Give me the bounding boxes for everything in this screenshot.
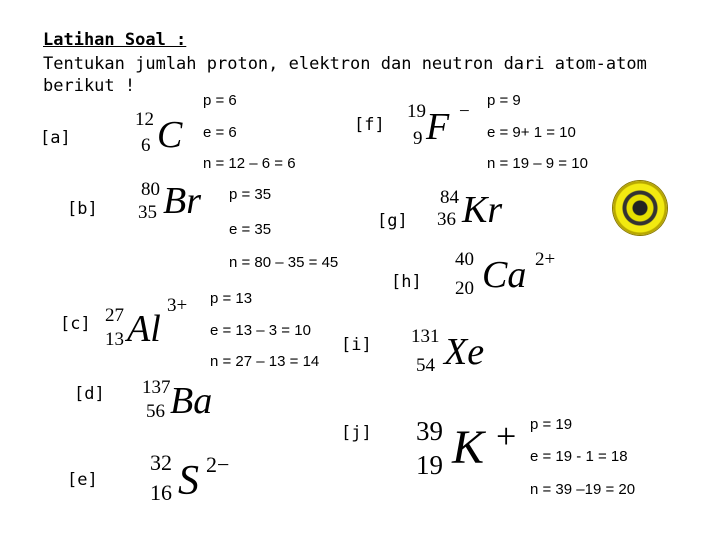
label-f: [f] (354, 115, 385, 135)
instruction-line-1: Tentukan jumlah proton, elektron dan neutron dari atom-atom (43, 54, 647, 74)
ion-charge: − (459, 101, 470, 122)
label-i: [i] (341, 335, 372, 355)
element-symbol: Kr (462, 189, 503, 231)
element-symbol: Br (163, 180, 201, 222)
label-d: [d] (74, 384, 105, 404)
element-symbol: Al (127, 308, 161, 350)
element-symbol: F (426, 106, 450, 148)
mass-number: 27 (105, 305, 124, 326)
element-symbol: Ca (482, 254, 527, 296)
ion-charge: 2− (206, 452, 230, 477)
ion-charge: 3+ (167, 295, 188, 316)
mass-number: 80 (141, 179, 160, 200)
instruction-line-2: berikut ! (43, 76, 136, 96)
element-symbol: S (178, 458, 199, 504)
answer-f-neutrons: n = 19 – 9 = 10 (487, 155, 588, 172)
answer-f-protons: p = 9 (487, 92, 521, 109)
mass-number: 32 (150, 450, 172, 475)
atomic-number: 56 (146, 401, 165, 422)
atomic-number: 6 (141, 135, 151, 156)
atomic-number: 9 (413, 128, 423, 149)
element-symbol: C (157, 114, 183, 156)
mass-number: 131 (411, 326, 440, 347)
mass-number: 40 (455, 249, 474, 270)
atomic-number: 13 (105, 329, 124, 350)
mass-number: 12 (135, 109, 154, 130)
answer-c-electrons: e = 13 – 3 = 10 (210, 322, 311, 339)
ion-charge: + (496, 416, 517, 456)
label-b: [b] (67, 199, 98, 219)
atomic-number: 36 (437, 209, 456, 230)
answer-a-protons: p = 6 (203, 92, 237, 109)
mass-number: 137 (142, 377, 171, 398)
answer-j-electrons: e = 19 - 1 = 18 (530, 448, 628, 465)
element-symbol: Xe (444, 331, 485, 373)
atomic-number: 16 (150, 480, 172, 505)
element-symbol: Ba (170, 380, 213, 422)
cd-disc-icon[interactable] (613, 181, 667, 235)
label-a: [a] (40, 128, 71, 148)
atomic-number: 19 (416, 450, 443, 480)
exercise-title: Latihan Soal : (43, 30, 187, 50)
label-c: [c] (60, 314, 91, 334)
answer-b-protons: p = 35 (229, 186, 272, 203)
label-e: [e] (67, 470, 98, 490)
answer-b-neutrons: n = 80 – 35 = 45 (229, 254, 339, 271)
mass-number: 19 (407, 101, 426, 122)
mass-number: 84 (440, 187, 459, 208)
answer-j-protons: p = 19 (530, 416, 573, 433)
answer-c-protons: p = 13 (210, 290, 253, 307)
answer-a-neutrons: n = 12 – 6 = 6 (203, 155, 296, 172)
atomic-number: 35 (138, 202, 157, 223)
label-h: [h] (391, 272, 422, 292)
label-j: [j] (341, 423, 372, 443)
answer-f-electrons: e = 9+ 1 = 10 (487, 124, 576, 141)
element-symbol: K (452, 421, 485, 474)
answer-b-electrons: e = 35 (229, 221, 272, 238)
answer-c-neutrons: n = 27 – 13 = 14 (210, 353, 320, 370)
atomic-number: 54 (416, 355, 435, 376)
answer-j-neutrons: n = 39 –19 = 20 (530, 481, 636, 498)
ion-charge: 2+ (535, 249, 556, 270)
label-g: [g] (377, 211, 408, 231)
atomic-number: 20 (455, 278, 474, 299)
answer-a-electrons: e = 6 (203, 124, 237, 141)
mass-number: 39 (416, 416, 443, 446)
